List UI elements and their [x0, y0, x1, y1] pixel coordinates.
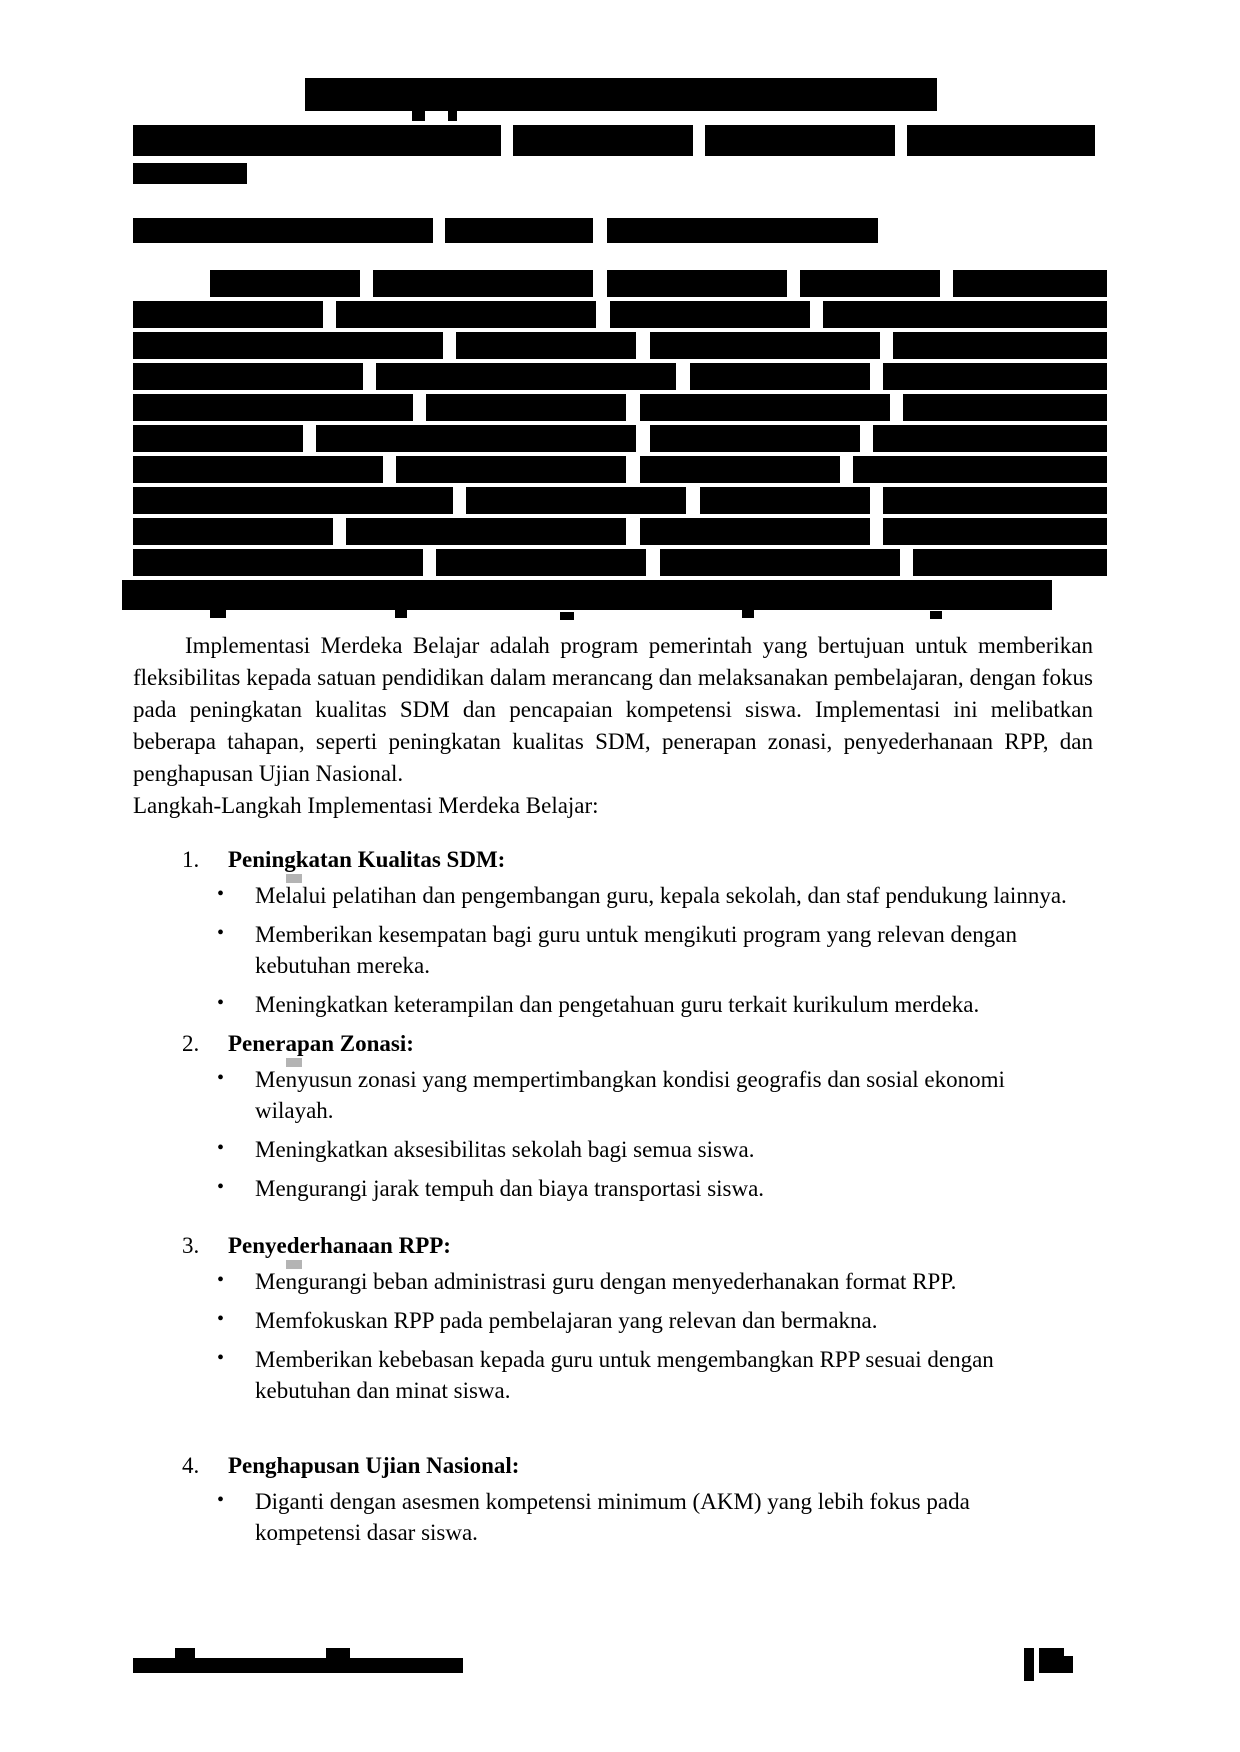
- bullet-text: Menyusun zonasi yang mempertimbangkan kondisi geografis dan sosial ekonomi wilayah.: [255, 1067, 1005, 1123]
- bullet-icon: •: [217, 1067, 225, 1089]
- step-number: 3.: [182, 1233, 200, 1258]
- bullet-icon: •: [217, 1489, 225, 1511]
- redaction-title-bar: [448, 111, 457, 121]
- step-title-text: Peningkatan Kualitas SDM:: [228, 847, 506, 872]
- step-number: 4.: [182, 1453, 200, 1478]
- document-body: [133, 630, 1093, 1556]
- redaction-body-bar: [610, 301, 810, 328]
- bullet-text: Melalui pelatihan dan pengembangan guru, kepala sekolah, dan staf pendukung lainnya.: [255, 883, 1067, 908]
- redaction-footer-bar: [133, 1658, 463, 1673]
- redaction-body-bar: [690, 363, 870, 390]
- redaction-body-bar: [133, 518, 333, 545]
- redaction-body-bar: [316, 425, 636, 452]
- redaction-body-bar: [133, 456, 383, 483]
- redaction-page_number-bar: [1024, 1648, 1034, 1681]
- redaction-body-bar: [607, 270, 787, 297]
- redaction-intro-bar: [607, 218, 878, 243]
- redaction-body-bar: [913, 549, 1107, 576]
- redaction-body-bar: [660, 549, 900, 576]
- bullet-icon: •: [217, 922, 225, 944]
- redaction-body-bar: [650, 332, 880, 359]
- redaction-body-bar: [930, 611, 942, 619]
- redaction-intro-bar: [133, 163, 247, 184]
- bullet-list: [133, 1266, 1093, 1406]
- redaction-body-bar: [742, 610, 754, 618]
- bullet-item: [133, 1486, 1075, 1548]
- redaction-body-bar: [133, 549, 423, 576]
- bullet-item: [133, 880, 1075, 911]
- redaction-body-bar: [560, 612, 574, 620]
- redaction-title-bar: [305, 78, 937, 111]
- redaction-body-bar: [640, 456, 840, 483]
- bullet-text: Meningkatkan keterampilan dan pengetahuan guru terkait kurikulum merdeka.: [255, 992, 980, 1017]
- step-item-3: [133, 1230, 1093, 1406]
- step-title: [133, 844, 1093, 875]
- bullet-list: [133, 1064, 1093, 1204]
- redaction-body-bar: [133, 425, 303, 452]
- steps-list: [133, 844, 1093, 1548]
- redaction-body-bar: [395, 610, 407, 618]
- bullet-text: Memfokuskan RPP pada pembelajaran yang relevan dan bermakna.: [255, 1308, 878, 1333]
- redaction-body-bar: [700, 487, 870, 514]
- redaction-body-bar: [396, 456, 626, 483]
- redaction-body-bar: [883, 487, 1107, 514]
- redaction-body-bar: [122, 580, 1052, 610]
- step-title-text: Penerapan Zonasi:: [228, 1031, 414, 1056]
- step-title: [133, 1028, 1093, 1059]
- redaction-intro-bar: [133, 125, 501, 156]
- bullet-item: [133, 1173, 1075, 1204]
- bullet-item: [133, 1064, 1075, 1126]
- redaction-body-bar: [376, 363, 676, 390]
- step-title: [133, 1230, 1093, 1261]
- bullet-icon: •: [217, 1269, 225, 1291]
- step-number: 1.: [182, 847, 200, 872]
- redaction-body-bar: [823, 301, 1107, 328]
- bullet-item: [133, 989, 1075, 1020]
- redaction-body-bar: [133, 301, 323, 328]
- redaction-body-bar: [210, 270, 360, 297]
- bullet-item: [133, 1266, 1075, 1297]
- bullet-item: [133, 1344, 1075, 1406]
- step-number: 2.: [182, 1031, 200, 1056]
- redaction-body-bar: [640, 518, 870, 545]
- step-title: [133, 1450, 1093, 1481]
- redaction-body-bar: [883, 518, 1107, 545]
- bullet-text: Diganti dengan asesmen kompetensi minimum (AKM) yang lebih fokus pada kompetensi dasar siswa.: [255, 1489, 970, 1545]
- redaction-body-bar: [640, 394, 890, 421]
- bullet-icon: •: [217, 992, 225, 1014]
- redaction-body-bar: [426, 394, 626, 421]
- redaction-body-bar: [800, 270, 940, 297]
- redaction-body-bar: [436, 549, 646, 576]
- redaction-body-bar: [210, 610, 226, 618]
- bullet-list: [133, 1486, 1093, 1548]
- redaction-body-bar: [650, 425, 860, 452]
- redaction-body-bar: [466, 487, 686, 514]
- redaction-footer-bar: [175, 1648, 195, 1658]
- bullet-item: [133, 1134, 1075, 1165]
- redaction-body-bar: [133, 394, 413, 421]
- bullet-text: Meningkatkan aksesibilitas sekolah bagi semua siswa.: [255, 1137, 755, 1162]
- redaction-footer-bar: [326, 1648, 350, 1658]
- redaction-body-bar: [456, 332, 636, 359]
- step-item-2: [133, 1028, 1093, 1204]
- redaction-body-bar: [903, 394, 1107, 421]
- redaction-body-bar: [133, 363, 363, 390]
- redaction-body-bar: [853, 456, 1107, 483]
- redaction-intro-bar: [513, 125, 693, 156]
- redaction-body-bar: [336, 301, 596, 328]
- bullet-item: [133, 919, 1075, 981]
- step-title-text: Penyederhanaan RPP:: [228, 1233, 451, 1258]
- bullet-text: Mengurangi jarak tempuh dan biaya transportasi siswa.: [255, 1176, 765, 1201]
- redaction-intro-bar: [445, 218, 593, 243]
- bullet-text: Mengurangi beban administrasi guru dengan menyederhanakan format RPP.: [255, 1269, 957, 1294]
- bullet-text: Memberikan kesempatan bagi guru untuk mengikuti program yang relevan dengan kebutuhan mereka.: [255, 922, 1017, 978]
- step-item-1: [133, 844, 1093, 1020]
- redaction-intro-bar: [133, 218, 433, 243]
- bullet-text: Memberikan kebebasan kepada guru untuk mengembangkan RPP sesuai dengan kebutuhan dan minat siswa.: [255, 1347, 994, 1403]
- redaction-body-bar: [133, 487, 453, 514]
- redaction-body-bar: [873, 425, 1107, 452]
- list-intro-heading: Langkah-Langkah Implementasi Merdeka Belajar:: [133, 793, 599, 818]
- bullet-icon: •: [217, 1347, 225, 1369]
- bullet-icon: •: [217, 1308, 225, 1330]
- bullet-icon: •: [217, 1137, 225, 1159]
- redaction-intro-bar: [907, 125, 1095, 156]
- bullet-icon: •: [217, 1176, 225, 1198]
- redaction-title-bar: [412, 111, 425, 121]
- redaction-page_number-bar: [1039, 1648, 1064, 1656]
- redaction-body-bar: [883, 363, 1107, 390]
- redaction-intro-bar: [705, 125, 895, 156]
- redaction-body-bar: [953, 270, 1107, 297]
- redaction-body-bar: [893, 332, 1107, 359]
- bullet-item: [133, 1305, 1075, 1336]
- step-item-4: [133, 1450, 1093, 1548]
- bullet-list: [133, 880, 1093, 1020]
- intro-paragraph: Implementasi Merdeka Belajar adalah program pemerintah yang bertujuan untuk memberikan fleksibilitas kepada satuan pendidikan dalam merancang dan melaksanakan pembelajaran, dengan fokus pada peningkatan kualitas SDM dan pencapaian kompetensi siswa. Implementasi ini melibatkan beberapa tahapan, seperti peningkatan kualitas SDM, penerapan zonasi, penyederhanaan RPP, dan penghapusan Ujian Nasional.: [133, 633, 1093, 786]
- bullet-icon: •: [217, 883, 225, 905]
- redaction-page_number-bar: [1039, 1656, 1073, 1673]
- redaction-body-bar: [133, 332, 443, 359]
- step-title-text: Penghapusan Ujian Nasional:: [228, 1453, 520, 1478]
- redaction-body-bar: [346, 518, 626, 545]
- redaction-body-bar: [373, 270, 593, 297]
